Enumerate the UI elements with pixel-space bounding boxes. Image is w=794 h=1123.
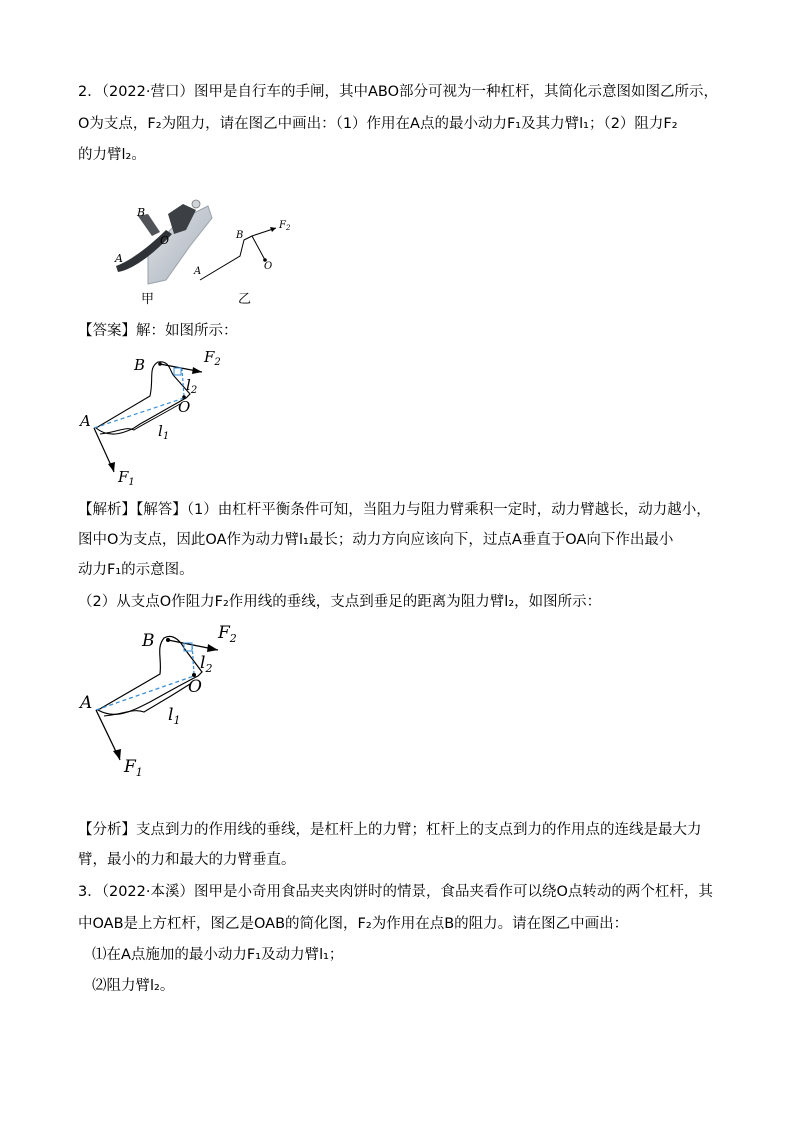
label-A: A [80,693,93,713]
answer-line: 【答案】解：如图所示： [78,323,238,339]
label-F1-sub: 1 [128,477,135,488]
label-B: B [137,206,146,219]
label-l2: l [186,376,191,394]
simplified-lever-figure [192,218,302,288]
svg-text:l1 [168,705,180,727]
q3-line-2: 中OAB是上方杠杆，图乙是OAB的简化图，F₂为作用在点B的阻力。请在图乙中画出： [78,916,629,932]
svg-text:F2 [203,348,221,368]
label-F2-sub: 2 [229,632,237,645]
svg-text:l2 [200,653,212,675]
q2-line-3: 的力臂l₂。 [78,147,146,163]
label-O: O [160,234,170,247]
label-l1-sub: 1 [173,714,181,727]
analysis-lever-diagram [78,618,258,783]
svg-text:F1 [123,757,143,779]
analysis-line-2: 图中O为支点，因此OA作为动力臂l₁最长；动力方向应该向下，过点A垂直于OA向下作出最小 [78,532,674,548]
label-F2: F [218,623,230,643]
svg-text:l2 [186,376,197,396]
label-B: B [236,230,244,241]
label-F2-sub: 2 [285,224,291,232]
fenxi-line-1: 【分析】支点到力的作用线的垂线，是杠杆上的力臂；杠杆上的支点到力的作用点的连线是最大力 [78,822,702,838]
q3-line-1: 3．（2022·本溪）图甲是小奇用食品夹夹肉饼时的情景，食品夹看作可以绕O点转动的两个杠杆，其 [78,884,713,900]
analysis-line-4: （2）从支点O作阻力F₂作用线的垂线，支点到垂足的距离为阻力臂l₂，如图所示： [78,594,602,610]
svg-text:F1 [117,468,135,488]
label-O: O [188,677,202,697]
svg-text:F2 [278,220,291,232]
label-F1: F [118,468,129,486]
label-F1-sub: 1 [135,766,143,779]
label-A: A [194,266,202,277]
label-F2: F [279,220,286,231]
label-F1: F [124,757,136,777]
q2-line-1: 2．（2022·营口）图甲是自行车的手闸，其中ABO部分可视为一种杠杆，其简化示意图如图乙所示， [78,84,719,100]
label-F2-sub: 2 [214,357,221,368]
label-F2: F [204,348,215,366]
label-B: B [142,631,155,651]
q3-item-2: ⑵阻力臂l₂。 [92,978,175,994]
fenxi-line-2: 臂，最小的力和最大的力臂垂直。 [78,852,296,868]
label-O: O [264,261,273,272]
label-l2: l [200,653,206,673]
label-l1: l [168,705,174,725]
svg-text:l1 [158,422,169,442]
svg-text:F2 [217,623,237,645]
q3-item-1: ⑴在A点施加的最小动力F₁及动力臂l₁； [92,947,344,963]
q2-line-2: O为支点，F₂为阻力，请在图乙中画出：（1）作用在A点的最小动力F₁及其力臂l₁；（2）阻力F₂ [78,116,678,132]
label-O: O [178,398,191,416]
label-l1: l [158,422,163,440]
analysis-line-1: 【解析】【解答】（1）由杠杆平衡条件可知，当阻力与阻力臂乘积一定时，动力臂越长，动力越小， [78,502,711,518]
caption-jia: 甲 [141,292,155,307]
label-l1-sub: 1 [162,431,170,442]
label-B: B [134,356,146,374]
analysis-line-3: 动力F₁的示意图。 [78,562,194,578]
answer-lever-diagram [78,348,238,488]
label-l2-sub: 2 [190,385,198,396]
label-l2-sub: 2 [205,662,213,675]
label-A: A [115,252,123,265]
label-A: A [80,412,91,430]
caption-yi: 乙 [238,292,252,307]
